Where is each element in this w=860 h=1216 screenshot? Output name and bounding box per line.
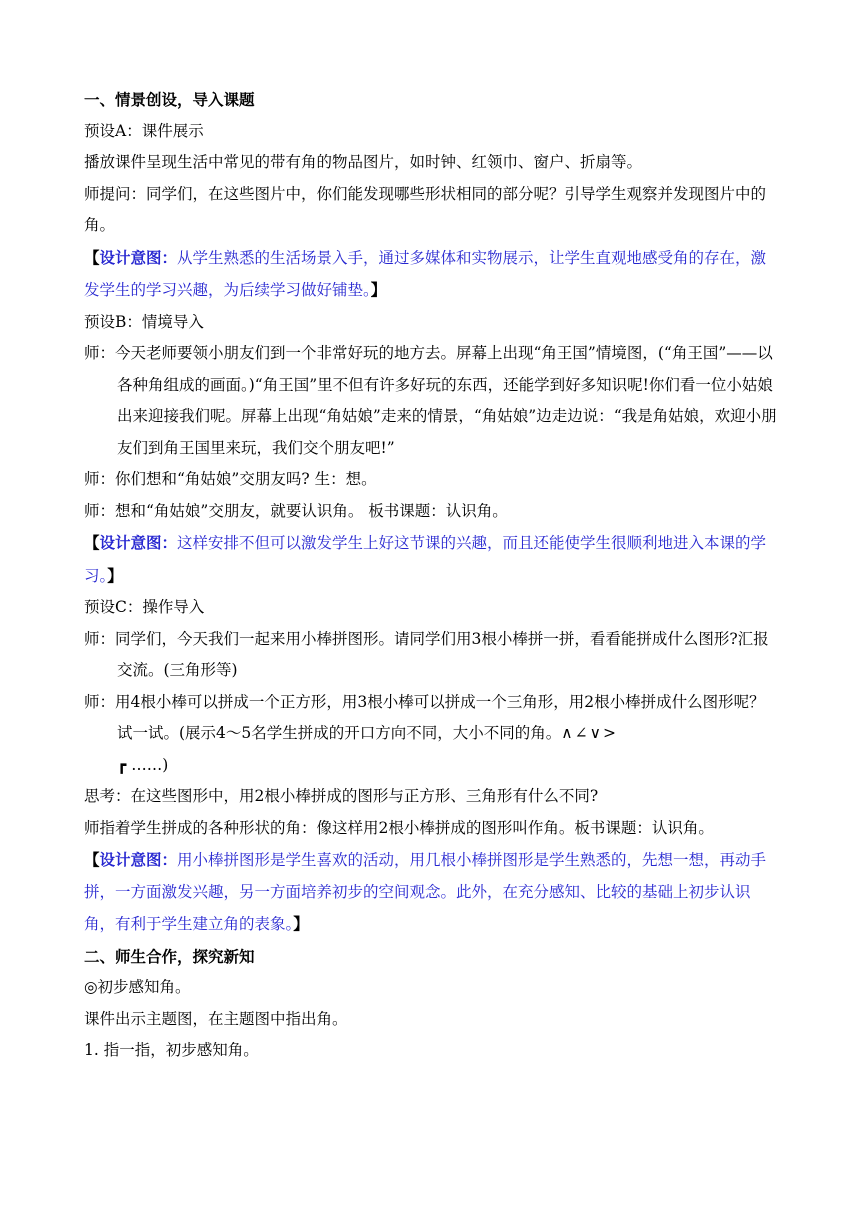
paragraph-define-angle: 师指着学生拼成的各种形状的角：像这样用2根小棒拼成的图形叫作角。板书课题：认识角。 [84, 818, 714, 837]
paragraph-think: 思考：在这些图形中，用2根小棒拼成的图形与正方形、三角形有什么不同? [84, 787, 599, 805]
intent-open-bracket: 【 [84, 247, 100, 267]
intent-text: 从学生熟悉的生活场景入手，通过多媒体和实物展示，让学生直观地感受角的存在，激发学生的学习兴趣，为后续学习做好铺垫。 [84, 248, 767, 299]
intent-close-bracket: 】 [370, 280, 387, 299]
design-intent-3 [84, 844, 778, 941]
preset-a-title: 预设A：课件展示 [84, 121, 204, 140]
sticks-text: 师：用4根小棒可以拼成一个正方形，用3根小棒可以拼成一个三角形，用2根小棒拼成什么图形呢？试一试。(展示4～5名学生拼成的开口方向不同，大小不同的角。 [84, 692, 765, 742]
intent-text: 用小棒拼图形是学生喜欢的活动，用几根小棒拼图形是学生熟悉的，先想一想，再动手拼，一方面激发兴趣，另一方面培养初步的空间观念。此外，在充分感知、比较的基础上初步认识角，有利于学生建立角的表象。 [84, 851, 767, 933]
paragraph-courseware: 播放课件呈现生活中常见的带有角的物品图片，如时钟、红领巾、窗户、折扇等。 [84, 153, 643, 171]
angle-symbols: ∧∠∨> [561, 724, 618, 742]
design-intent-2 [84, 527, 778, 592]
paragraph-perceive-angle: ◎初步感知角。 [84, 978, 191, 996]
paragraph-sticks-three: 师：同学们，今天我们一起来用小棒拼图形。请同学们用3根小棒拼一拼，看看能拼成什么图形?汇报交流。(三角形等) [84, 629, 769, 679]
intent-open-bracket: 【 [84, 850, 100, 869]
design-intent-1 [84, 242, 778, 307]
section-heading-2: 二、师生合作，探究新知 [84, 946, 255, 966]
intent-label: 设计意图： [99, 247, 178, 267]
paragraph-teacher-question: 师提问：同学们，在这些图片中，你们能发现哪些形状相同的部分呢？引导学生观察并发现图片中的角。 [84, 184, 767, 234]
list-item-point: 1. 指一指，初步感知角。 [84, 1041, 259, 1059]
paragraph-make-friends: 师：你们想和“角姑娘”交朋友吗? 生：想。 [84, 470, 377, 488]
preset-c-title: 预设C：操作导入 [84, 598, 205, 616]
intent-text: 这样安排不但可以激发学生上好这节课的兴趣，而且还能使学生很顺利地进入本课的学习。 [84, 534, 767, 585]
paragraph-angle-kingdom: 师：今天老师要领小朋友们到一个非常好玩的地方去。屏幕上出现“角王国”情境图，(“角王国”——以各种角组成的画面。)“角王国”里不但有许多好玩的东西，还能学到好多知识呢!你们看一位小姑娘出来迎接我们呢。屏幕上出现“角姑娘”走来的情景，“角姑娘”边走边说：“我是角姑娘，欢迎小朋友们到角王国里来玩，我们交个朋友吧!” [84, 344, 777, 457]
intent-label: 设计意图： [99, 533, 178, 552]
section-heading-1: 一、情景创设，导入课题 [84, 90, 255, 109]
intent-close-bracket: 】 [107, 565, 123, 585]
document-body [84, 84, 778, 1067]
paragraph-board-title: 师：想和“角姑娘”交朋友，就要认识角。 板书课题：认识角。 [84, 501, 508, 520]
sticks-text-end: ┏ ……) [117, 755, 169, 774]
intent-open-bracket: 【 [84, 533, 100, 552]
intent-label: 设计意图： [99, 850, 178, 869]
intent-close-bracket: 】 [293, 914, 309, 933]
preset-b-title: 预设B：情境导入 [84, 312, 204, 331]
paragraph-sticks-two [84, 687, 778, 782]
paragraph-theme-image: 课件出示主题图，在主题图中指出角。 [84, 1009, 348, 1028]
